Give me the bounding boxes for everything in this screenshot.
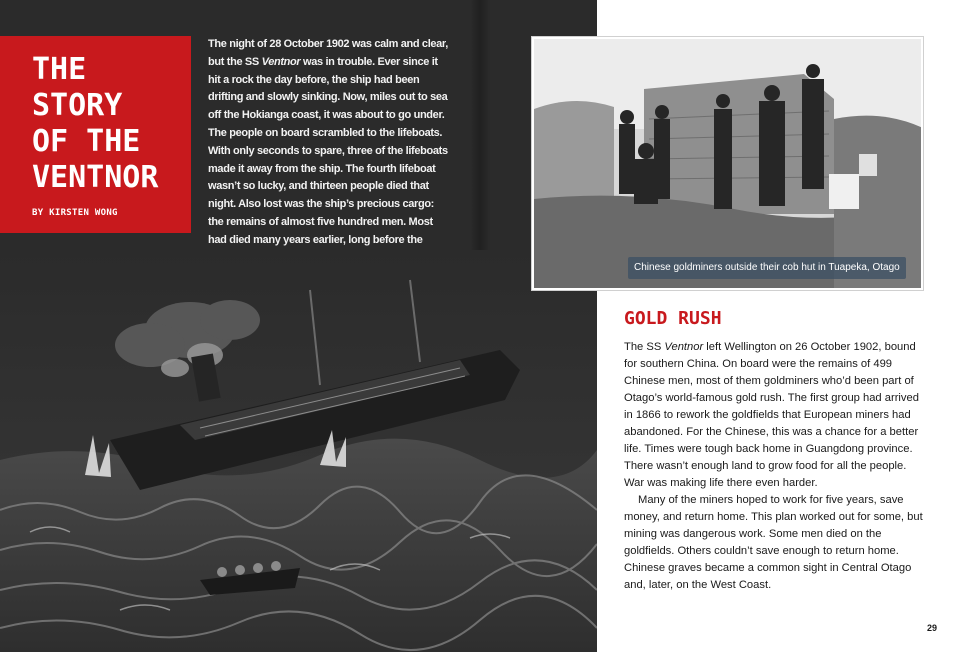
article-title <box>32 52 191 196</box>
byline: BY KIRSTEN WONG <box>32 208 118 218</box>
shipwreck-illustration <box>0 250 597 652</box>
title-line: OF THE <box>32 124 141 159</box>
goldminers-photo-image <box>534 39 923 290</box>
title-line: VENTNOR <box>32 160 159 195</box>
gold-rush-section <box>624 308 929 594</box>
goldminers-photo <box>532 37 923 290</box>
body-paragraph-2: Many of the miners hoped to work for five years, save money, and return home. This plan worked out for some, but mining was dangerous work. Some men died on the goldfields. Others couldn’t save enough to return home. Chinese graves became a common sight in Central Otago and, later, on the West Coast. <box>624 494 923 591</box>
title-box <box>0 36 191 233</box>
intro-paragraph: The night of 28 October 1902 was calm and clear, but the SS Ventnor was in trouble. Ever since it hit a rock the day before, the ship had been drifting and slowly sinking. Now, miles out to sea off the Hokianga coast, it was about to go under. The people on board scrambled to the lifeboats. With only seconds to spare, three of the lifeboats made it away from the ship. The fourth lifeboat wasn’t so lucky, and thirteen people died that night. Also lost was the ship’s precious cargo: the remains of almost five hundred men. Most had died many years earlier, long before the <box>208 38 448 246</box>
section-heading: GOLD RUSH <box>624 308 722 329</box>
body-paragraph-1: The SS Ventnor left Wellington on 26 October 1902, bound for southern China. On board were the remains of 499 Chinese men, most of them goldminers who’d been part of Otago’s world-famous gold rush. The first group had arrived in 1866 to rework the goldfields that European miners had abandoned. For the Chinese, this was a chance for a better life. Times were tough back home in Guangdong province. There wasn’t enough land to grow food for all the people. War was making life there even harder. <box>624 341 919 489</box>
title-line: STORY <box>32 88 123 123</box>
title-line: THE <box>32 52 87 87</box>
photo-caption: Chinese goldminers outside their cob hut in Tuapeka, Otago <box>628 257 906 279</box>
page-number: 29 <box>927 623 938 633</box>
section-body <box>624 339 929 594</box>
